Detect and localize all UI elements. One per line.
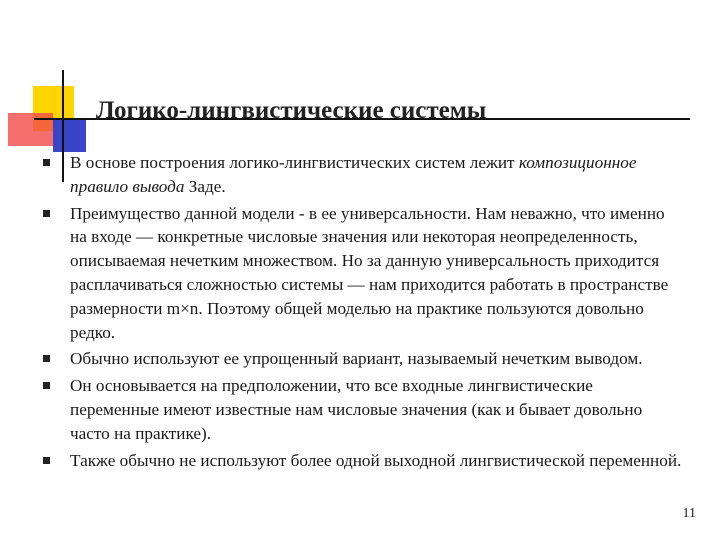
bullet-text: Также обычно не используют более одной выходной лингвистической переменной.: [70, 450, 682, 470]
bullet-text: Он основывается на предположении, что все входные лингвистические переменные имеют известные нам числовые значения (как и бывает довольно часто на практике).: [70, 376, 643, 443]
bullet-item: [70, 151, 685, 199]
bullet-text: Обычно используют ее упрощенный вариант, называемый нечетким выводом.: [70, 349, 643, 369]
bullet-text: Преимущество данной модели - в ее универсальности. Нам неважно, что именно на входе — конкретные числовые значения или некоторая неопределенность, описываемая нечетким множеством. Но за данную универсальность приходится расплачиваться сложностью системы — нам приходится работать в пространстве размерности m×n. Поэтому общей моделью на практике пользуются довольно редко.: [70, 203, 669, 342]
bullet-item: [70, 347, 685, 371]
bullet-item: [70, 202, 685, 345]
bullet-text: Заде.: [184, 176, 226, 196]
bullet-text: В основе построения логико-лингвистических систем лежит: [70, 153, 519, 172]
bullet-square-icon: [43, 159, 50, 166]
bullet-square-icon: [43, 210, 50, 217]
bullet-square-icon: [43, 382, 50, 389]
decor-vertical-line: [62, 70, 64, 182]
bullet-item: [70, 374, 685, 445]
bullet-square-icon: [43, 457, 50, 464]
slide-title: Логико-лингвистические системы: [96, 97, 487, 124]
bullet-square-icon: [43, 355, 50, 362]
bullet-list: [70, 151, 685, 475]
decor-blue-square: [53, 118, 86, 152]
bullet-item: [70, 449, 685, 473]
bullet-emphasis: композиционное правило вывода: [70, 153, 637, 196]
page-number: 11: [682, 506, 696, 521]
